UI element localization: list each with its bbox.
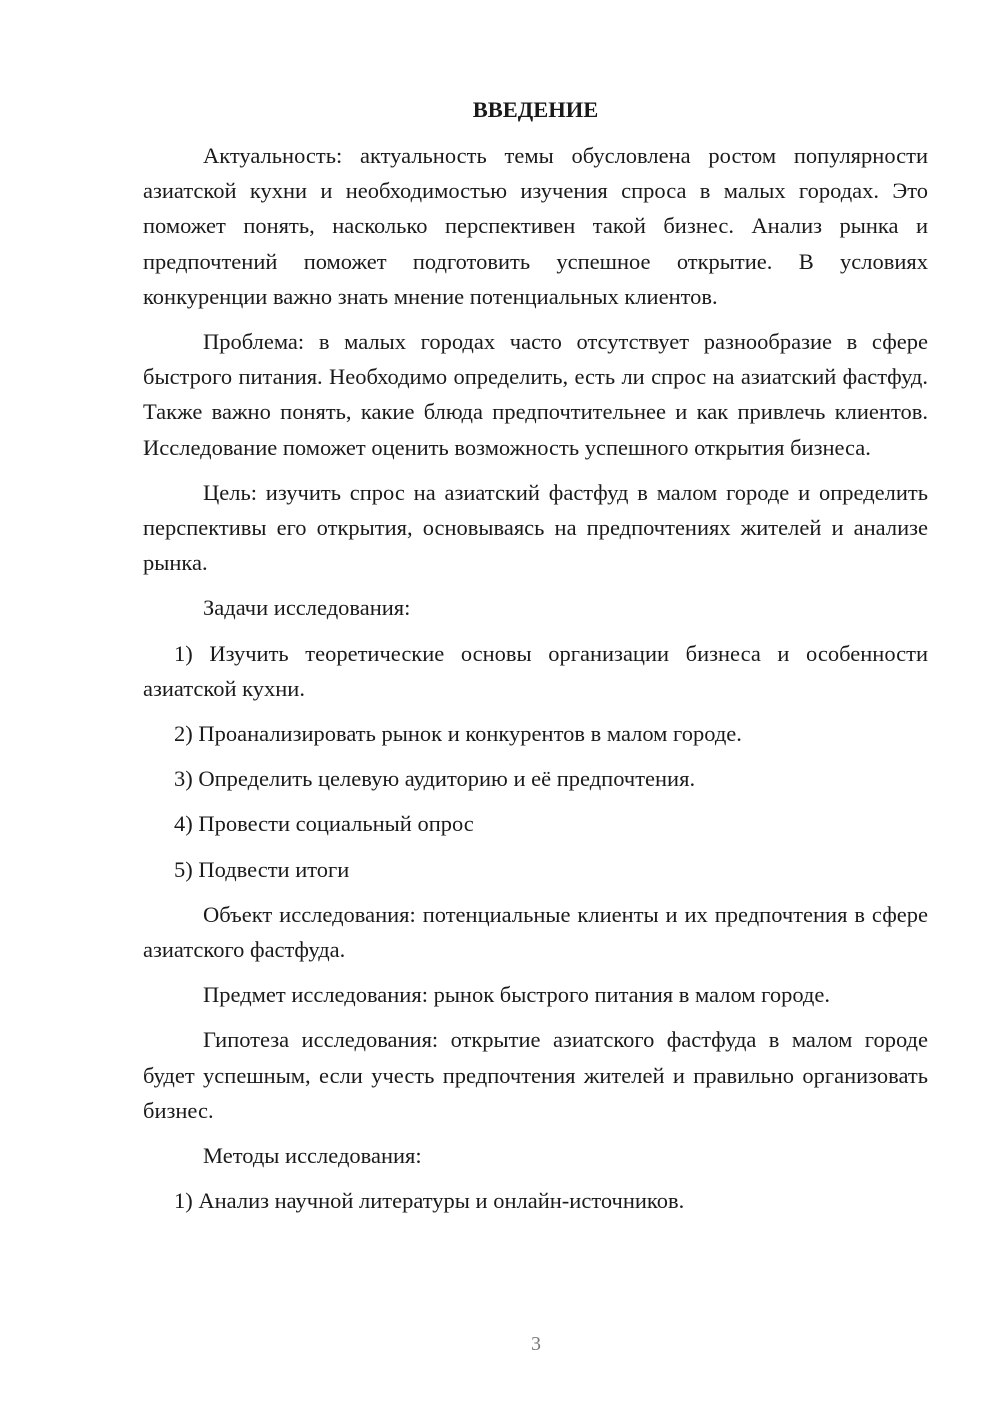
tasks-heading: Задачи исследования:	[203, 595, 411, 621]
task-item-4: 4) Провести социальный опрос	[174, 811, 474, 837]
methods-heading: Методы исследования:	[203, 1143, 422, 1169]
paragraph-relevance: Актуальность: актуальность темы обусловлена ростом популярности азиатской кухни и необходимостью изучения спроса в малых городах. Это поможет понять, насколько перспективен такой бизнес. Анализ рынка и предпочтений поможет подготовить успешное открытие. В условиях конкуренции важно знать мнение потенциальных клиентов.	[143, 143, 928, 309]
paragraph-problem: Проблема: в малых городах часто отсутствует разнообразие в сфере быстрого питания. Необходимо определить, есть ли спрос на азиатский фастфуд. Также важно понять, какие блюда предпочтительнее и как привлечь клиентов. Исследование поможет оценить возможность успешного открытия бизнеса.	[143, 329, 928, 460]
method-item-1: 1) Анализ научной литературы и онлайн-источников.	[174, 1188, 685, 1214]
paragraph-subject: Предмет исследования: рынок быстрого питания в малом городе.	[203, 982, 830, 1008]
paragraph-hypothesis: Гипотеза исследования: открытие азиатского фастфуда в малом городе будет успешным, если учесть предпочтения жителей и правильно организовать бизнес.	[143, 1027, 928, 1123]
task-item-1: 1) Изучить теоретические основы организации бизнеса и особенности азиатской кухни.	[143, 640, 928, 701]
page-title: ВВЕДЕНИЕ	[472, 97, 599, 122]
task-item-2: 2) Проанализировать рынок и конкурентов в малом городе.	[174, 721, 742, 747]
paragraph-goal: Цель: изучить спрос на азиатский фастфуд в малом городе и определить перспективы его открытия, основываясь на предпочтениях жителей и анализе рынка.	[143, 479, 928, 576]
task-item-5: 5) Подвести итоги	[174, 856, 350, 882]
task-item-3: 3) Определить целевую аудиторию и её предпочтения.	[174, 766, 696, 792]
page-number: 3	[531, 1333, 541, 1355]
paragraph-object: Объект исследования: потенциальные клиенты и их предпочтения в сфере азиатского фастфуда.	[143, 901, 928, 963]
document-page	[143, 92, 928, 1228]
